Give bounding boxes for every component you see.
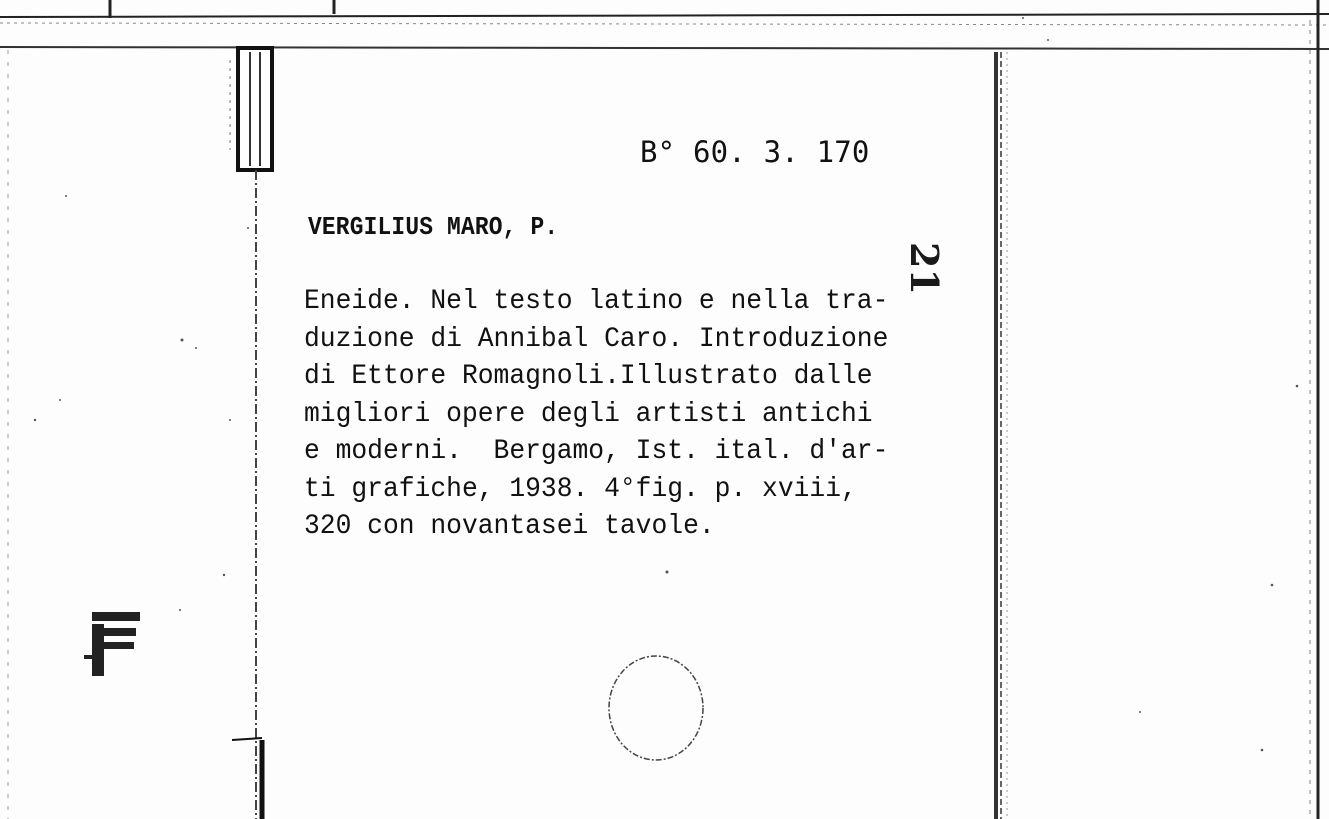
description-line: Eneide. Nel testo latino e nella tra-: [304, 286, 889, 317]
bibliographic-description: [304, 283, 926, 546]
description-line: e moderni. Bergamo, Ist. ital. d'ar-: [304, 436, 889, 467]
description-line: di Ettore Romagnoli.Illustrato dalle: [304, 361, 873, 392]
stamp-mark: [84, 612, 140, 676]
binding-rod-top: [230, 48, 272, 170]
shelfmark: B° 60. 3. 170: [640, 135, 870, 169]
top-border-line: [0, 14, 1329, 17]
top-border-line-faint: [0, 23, 1329, 25]
binding-rod-bottom: [232, 738, 262, 819]
author-heading: VERGILIUS MARO, P.: [308, 212, 559, 242]
card-right-edge: [996, 52, 1007, 819]
description-line: migliori opere degli artisti antichi: [304, 398, 873, 430]
description-line: ti grafiche, 1938. 4°fig. p. xviii,: [304, 473, 857, 505]
description-line: 320 con novantasei tavole.: [304, 511, 715, 542]
handwritten-number: 21: [901, 242, 947, 295]
top-border-line-lower: [0, 47, 1329, 49]
punch-hole-circle: [609, 656, 703, 760]
description-line: duzione di Annibal Caro. Introduzione: [304, 323, 889, 355]
